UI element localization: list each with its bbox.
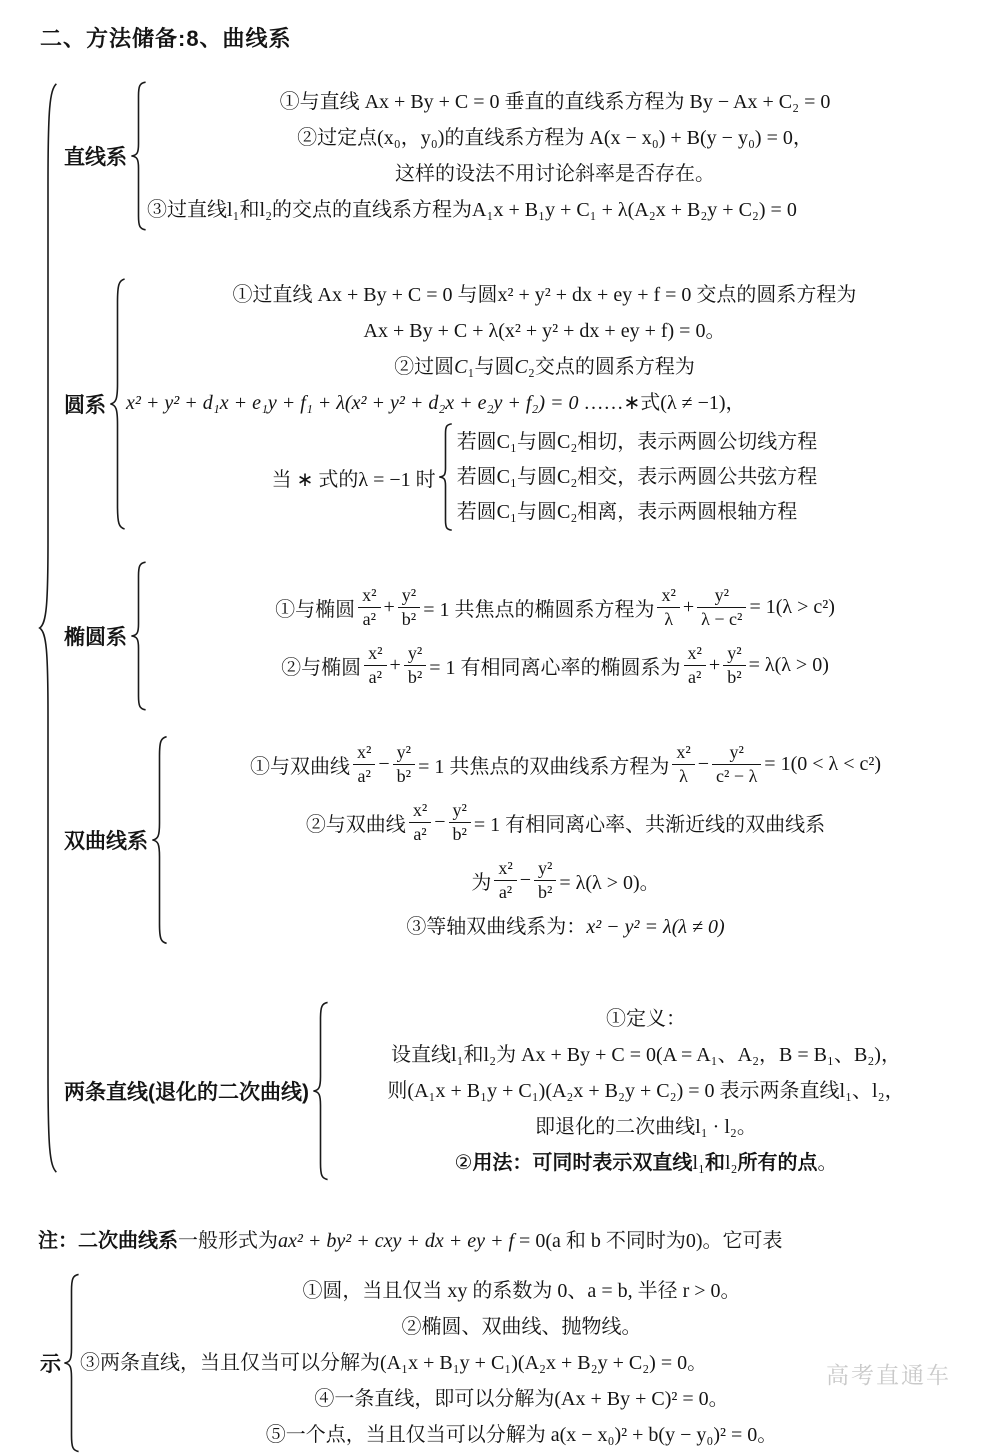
lambda-case-line: 若圆C₁与圆C₂相交，表示两圆公共弦方程 — [456, 465, 818, 488]
formula-line: 即退化的二次曲线l₁ · l₂。 — [535, 1116, 757, 1138]
outer-brace — [38, 75, 58, 1181]
represent-line: ①圆，当且仅当 xy 的系数为 0、a = b, 半径 r > 0。 — [302, 1280, 741, 1302]
curve-system-tree — [38, 75, 963, 1181]
page-title: 二、方法储备:8、曲线系 — [40, 26, 292, 51]
section-label-two-lines: 两条直线(退化的二次曲线) — [64, 1081, 309, 1104]
hyperbola-system-brace — [151, 735, 168, 945]
formula-line: Ax + By + C + λ(x² + y² + dx + ey + f) = 0。 — [363, 320, 726, 342]
two-lines-brace — [312, 1001, 329, 1181]
formula-line: ①与椭圆 $\frac{\text{x²}}{\text{a²}}$ + $\frac{\text{y²}}{\text{b²}}$ = 1 共焦点的椭圆系方程为 $\frac{\text{x²}}{\lambda}$ + $\frac{\text{y²}}{\text{λ − c²}}$ = 1(λ > c²) — [275, 585, 835, 629]
formula-line: 这样的设法不用讨论斜率是否存在。 — [395, 163, 715, 185]
formula-line: 为 $\frac{\text{x²}}{\text{a²}}$ − $\frac{\text{y²}}{\text{b²}}$ = λ(λ > 0)。 — [471, 858, 660, 902]
formula-line: ①过直线 Ax + By + C = 0 与圆x² + y² + dx + ey + f = 0 交点的圆系方程为 — [232, 284, 857, 306]
formula-line: 则(A₁x + B₁y + C₁)(A₂x + B₂y + C₂) = 0 表示两条直线l₁、l₂， — [387, 1080, 905, 1102]
lambda-case-line: 若圆C₁与圆C₂相离，表示两圆根轴方程 — [456, 500, 798, 523]
formula-line: ②过圆C₁与圆C₂交点的圆系方程为 — [394, 356, 695, 378]
represent-brace — [63, 1273, 80, 1453]
formula-line: ①与双曲线 $\frac{\text{x²}}{\text{a²}}$ − $\frac{\text{y²}}{\text{b²}}$ = 1 共焦点的双曲线系方程为 $\frac{\text{x²}}{\lambda}$ − $\frac{\text{y²}}{\text{c² − λ}}$ = 1(0 < λ < c²) — [249, 742, 882, 786]
formula-line: ①与直线 Ax + By + C = 0 垂直的直线系方程为 By − Ax + C₂ = 0 — [279, 91, 831, 113]
represent-line: ④一条直线，即可以分解为(Ax + By + C)² = 0。 — [314, 1388, 729, 1410]
formula-line: ①定义： — [606, 1008, 686, 1030]
formula-line: ②与双曲线 $\frac{\text{x²}}{\text{a²}}$ − $\frac{\text{y²}}{\text{b²}}$ = 1 有相同离心率、共渐近线的双曲线系 — [305, 800, 826, 844]
formula-line: x² + y² + d₁x + e₁y + f₁ + λ(x² + y² + d₂x + e₂y + f₂) = 0 ……∗式(λ ≠ −1)， — [126, 392, 746, 414]
represent-line: ②椭圆、双曲线、抛物线。 — [401, 1316, 642, 1338]
lambda-case-brace — [438, 423, 453, 531]
line-system-brace — [130, 81, 147, 231]
section-label-hyperbola-system: 双曲线系 — [64, 830, 148, 853]
circle-system-brace — [109, 277, 126, 531]
section-line-system — [58, 81, 963, 231]
represent-line: ⑤一个点，当且仅当可以分解为 a(x − x₀)² + b(y − y₀)² = 0。 — [265, 1424, 778, 1446]
section-label-ellipse-system: 椭圆系 — [64, 626, 127, 649]
lambda-equals-minus-one-case — [126, 423, 963, 531]
represent-cases — [38, 1273, 963, 1453]
represent-label: 示 — [40, 1353, 61, 1376]
watermark: 高考直通车 — [826, 1362, 951, 1388]
formula-line: ②用法：可同时表示双直线l₁和l₂所有的点。 — [454, 1152, 838, 1174]
formula-line: ②与椭圆 $\frac{\text{x²}}{\text{a²}}$ + $\frac{\text{y²}}{\text{b²}}$ = 1 有相同离心率的椭圆系为 $\frac{\text{x²}}{\text{a²}}$ + $\frac{\text{y²}}{\text{b²}}$ = λ(λ > 0) — [281, 643, 829, 687]
formula-line: 设直线l₁和l₂为 Ax + By + C = 0(A = A₁、A₂，B = B₁、B₂)， — [391, 1044, 901, 1066]
lambda-case-prefix: 当 ∗ 式的λ = −1 时 — [271, 468, 436, 491]
represent-line: ③两条直线，当且仅当可以分解为(A₁x + B₁y + C₁)(A₂x + B₂y + C₂) = 0。 — [80, 1352, 708, 1374]
ellipse-system-brace — [130, 561, 147, 711]
section-hyperbola-system — [58, 735, 963, 945]
note-paragraph: 注：二次曲线系一般形式为ax² + by² + cxy + dx + ey + f = 0(a 和 b 不同时为0)。它可表 — [38, 1230, 783, 1252]
section-label-circle-system: 圆系 — [64, 394, 106, 417]
formula-line: ③过直线l₁和l₂的交点的直线系方程为A₁x + B₁y + C₁ + λ(A₂x + B₂y + C₂) = 0 — [147, 199, 797, 221]
section-label-line-system: 直线系 — [64, 146, 127, 169]
lambda-case-line: 若圆C₁与圆C₂相切，表示两圆公切线方程 — [456, 430, 818, 453]
formula-line: ③等轴双曲线系为：x² − y² = λ(λ ≠ 0) — [406, 916, 725, 938]
section-ellipse-system — [58, 561, 963, 711]
section-two-lines — [58, 1001, 963, 1181]
section-circle-system — [58, 277, 963, 531]
formula-line: ②过定点(x₀，y₀)的直线系方程为 A(x − x₀) + B(y − y₀) = 0， — [297, 127, 813, 149]
